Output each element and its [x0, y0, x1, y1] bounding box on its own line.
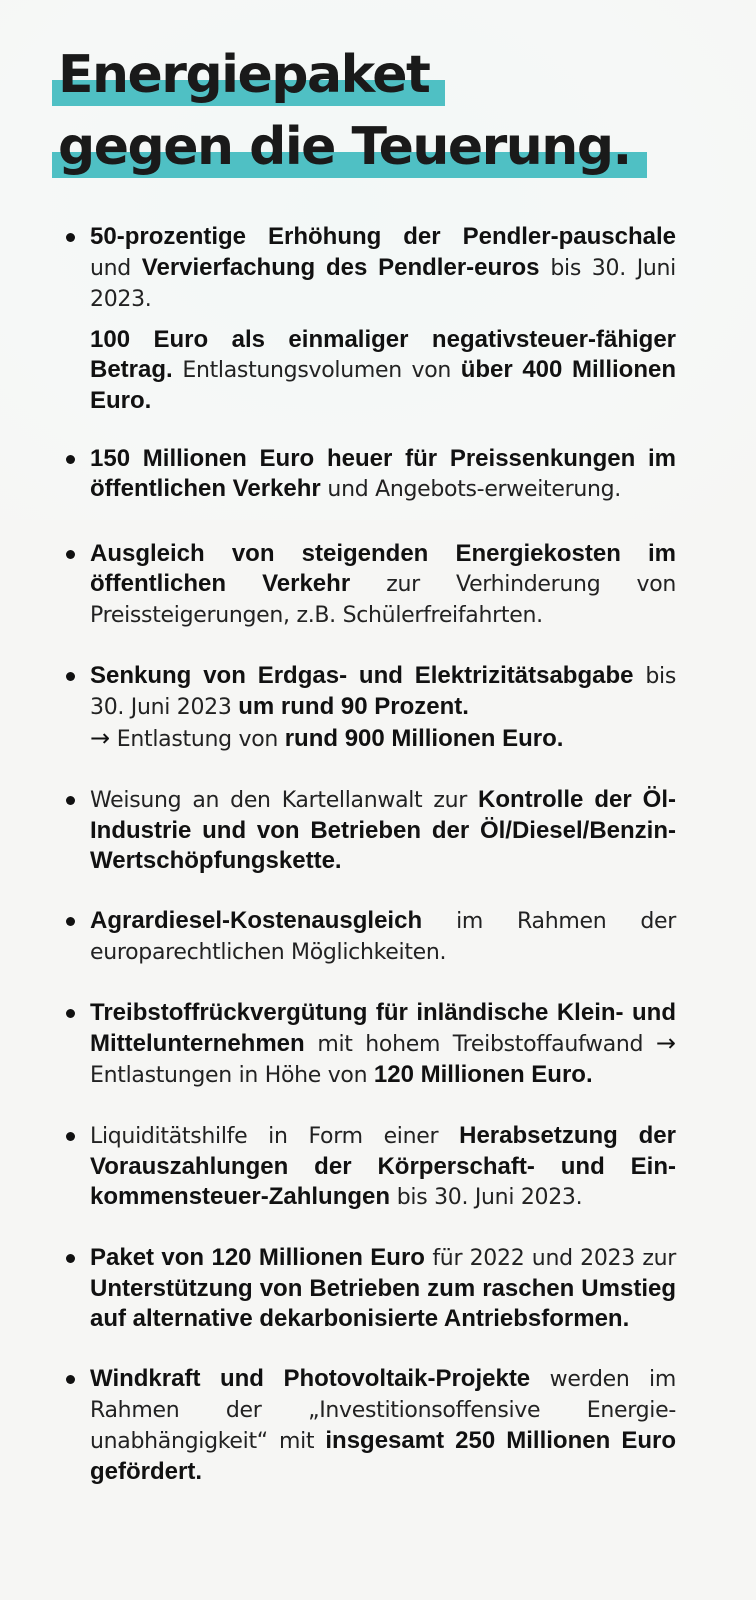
- regular-text: Entlastungen in Höhe von: [90, 1063, 374, 1088]
- regular-text: Weisung an den Kartellanwalt zur: [90, 788, 479, 813]
- list-item: [90, 1121, 676, 1213]
- item-paragraph: [90, 444, 676, 505]
- bold-text: insgesamt 250 Millionen Euro gefördert.: [90, 1427, 677, 1485]
- item-paragraph: [90, 325, 676, 416]
- bold-text: Agrardiesel-Kostenausgleich: [90, 907, 423, 934]
- regular-text: Liquiditätshilfe in Form einer: [90, 1124, 460, 1149]
- list-item: [90, 222, 676, 416]
- bullet-dot: [66, 233, 75, 242]
- bold-text: 120 Millionen Euro.: [373, 1061, 593, 1088]
- bullet-dot: [66, 550, 75, 559]
- regular-text: werden im Rahmen der „Investitionsoffensive Energie-unabhängigkeit“ mit: [90, 1367, 676, 1454]
- page-title: [54, 44, 637, 178]
- bullet-dot: [66, 1009, 75, 1018]
- list-item: [90, 661, 676, 755]
- list-item: [90, 998, 676, 1091]
- bullet-dot: [66, 1254, 75, 1263]
- list-item: [90, 906, 676, 968]
- bold-text: Unterstützung von Betrieben zum raschen Umstieg auf alternative dekarbonisierte Antriebsformen.: [90, 1275, 676, 1332]
- bold-text: Ausgleich von steigenden Energiekosten im öffentlichen Verkehr: [90, 540, 676, 597]
- bullet-dot: [66, 1132, 75, 1141]
- regular-text: Entlastung von: [110, 727, 285, 752]
- regular-text: zur Verhinderung von Preissteigerungen, z.B. Schülerfreifahrten.: [90, 572, 676, 628]
- bold-text: 50-prozentige Erhöhung der Pendler-pauschale: [90, 223, 676, 250]
- bold-text: rund 900 Millionen Euro.: [284, 725, 564, 752]
- item-paragraph: [90, 661, 676, 755]
- bold-text: Senkung von Erdgas- und Elektrizitätsabgabe: [90, 662, 634, 689]
- item-paragraph: [90, 222, 676, 315]
- title-line-1: [54, 44, 637, 106]
- title-highlight-2: gegen die Teuerung.: [54, 116, 637, 178]
- bold-text: Paket von 120 Millionen Euro: [90, 1244, 425, 1271]
- item-paragraph: [90, 1121, 676, 1213]
- arrow-icon: →: [655, 1029, 676, 1057]
- bold-text: 150 Millionen Euro heuer für Preissenkungen im öffentlichen Verkehr: [90, 445, 676, 502]
- bold-text: Treibstoffrückvergütung für inländische Klein- und Mittelunternehmen: [90, 999, 676, 1057]
- item-paragraph: [90, 539, 676, 631]
- item-paragraph: [90, 998, 676, 1091]
- bullet-dot: [66, 1375, 75, 1384]
- list-item: [90, 539, 676, 631]
- bold-text: Windkraft und Photovoltaik-Projekte: [90, 1365, 531, 1392]
- regular-text: bis 30. Juni 2023.: [90, 256, 676, 312]
- regular-text: Entlastungsvolumen von: [172, 358, 461, 383]
- bold-text: über 400 Millionen Euro.: [90, 356, 676, 414]
- bold-text: Vervierfachung des Pendler-euros: [141, 254, 540, 281]
- regular-text: bis 30. Juni 2023: [90, 664, 676, 720]
- bold-text: 100 Euro als einmaliger negativsteuer-fähiger Betrag.: [90, 326, 676, 383]
- regular-text: mit hohem Treibstoffaufwand: [304, 1032, 656, 1057]
- bold-text: Kontrolle der Öl-Industrie und von Betrieben der Öl/Diesel/Benzin-Wertschöpfungskette.: [90, 786, 676, 874]
- regular-text: und Angebots-erweiterung.: [320, 477, 621, 502]
- regular-text: für 2022 und 2023 zur: [424, 1246, 676, 1271]
- bold-text: Herabsetzung der Vorauszahlungen der Körperschaft- und Ein-kommensteuer-Zahlungen: [90, 1122, 676, 1210]
- regular-text: im Rahmen der europarechtlichen Möglichkeiten.: [90, 909, 676, 965]
- bullet-dot: [66, 672, 75, 681]
- list-item: [90, 1364, 676, 1487]
- regular-text: bis 30. Juni 2023.: [390, 1185, 583, 1210]
- title-highlight-1: Energiepaket: [54, 44, 435, 106]
- item-paragraph: [90, 1243, 676, 1334]
- bullet-dot: [66, 455, 75, 464]
- measures-list: [0, 222, 756, 1487]
- title-line-2: [54, 116, 637, 178]
- arrow-icon: →: [90, 724, 111, 752]
- regular-text: und: [90, 256, 142, 281]
- bullet-dot: [66, 917, 75, 926]
- item-paragraph: [90, 906, 676, 968]
- item-paragraph: [90, 1364, 676, 1487]
- bullet-dot: [66, 796, 75, 805]
- item-paragraph: [90, 785, 676, 876]
- list-item: [90, 444, 676, 505]
- bold-text: um rund 90 Prozent.: [238, 693, 469, 720]
- list-item: [90, 1243, 676, 1334]
- list-item: [90, 785, 676, 876]
